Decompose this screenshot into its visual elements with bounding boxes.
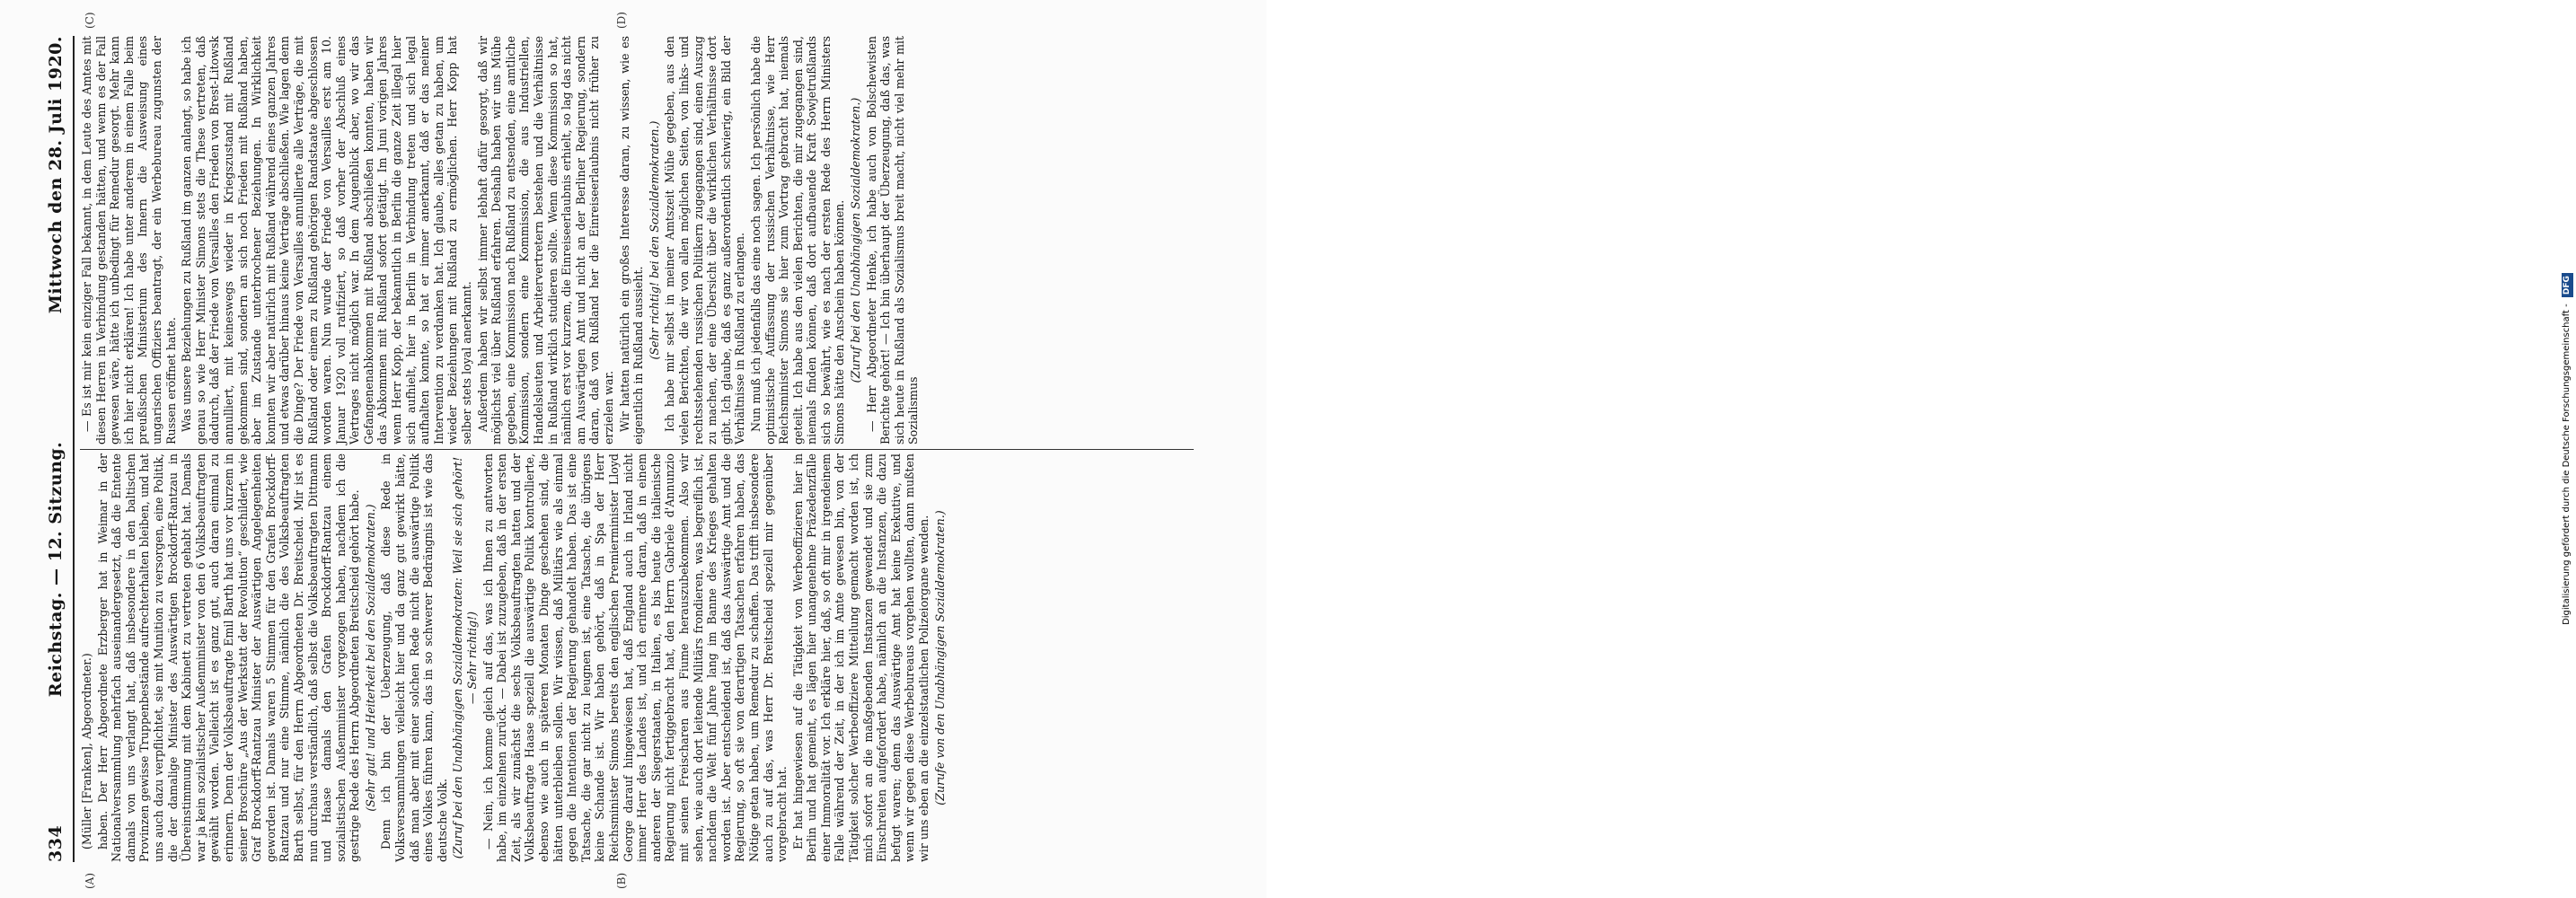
margin-mark-b: (B) xyxy=(615,872,628,889)
credit-strip xyxy=(1270,0,2572,898)
margin-mark-c: (C) xyxy=(84,12,96,29)
paragraph: (Müller [Franken], Abgeordneter.) xyxy=(80,653,93,850)
page-number: 334 xyxy=(46,824,66,862)
paragraph: Ich habe mir selbst in meiner Amtszeit Mühe gegeben, aus den vielen Berichten, die wir von allen möglichen Seiten, von links- und rechtsstehenden russischen Politikern zugegangen sind, einen Auszug zu machen, der eine Übersicht über die wirklichen Verhältnisse dort gibt. Ich glaube, daß es ganz außerordentlich schwierig, ein Bild der Verhältnisse in Rußland zu erlangen. xyxy=(663,36,747,445)
header-left-title: Reichstag. — 12. Sitzung. xyxy=(46,441,66,698)
digitization-credit xyxy=(2558,0,2576,898)
paragraph: haben. Der Herr Abgeordnete Erzberger hat in Weimar in der Nationalversammlung mehrfach auseinandergesetzt, daß die Entente damals von uns verlangt hat, daß insbesondere in den baltischen Provinzen gewisse Truppenbestände aufrechterhalten bleiben, und hat uns auch dazu verpflichtet, sie mit Munition zu versorgen, eine Politik, die der damalige Minister des Auswärtigen Brockdorff-Rantzau in Übereinstimmung mit dem Kabinett zu vertreten gehabt hat. Damals war ja kein sozialistischer Außenminister von den 6 Volksbeauftragten gewählt worden. Vielleicht ist es ganz gut, auch daran einmal zu erinnern. Denn der Volksbeauftragte Emil Barth hat uns vor kurzem in seiner Broschüre „Aus der Werkstatt der Revolution“ geschildert, wie Graf Brockdorff-Rantzau Minister der Auswärtigen Angelegenheiten geworden ist. Damals waren 5 Stimmen für den Grafen Brockdorff-Rantzau und nur eine Stimme, nämlich die des Volksbeauftragten Barth selbst, für den Herrn Abgeordneten Dr. Breitscheid. Mir ist es nun durchaus verständlich, daß selbst die Volksbeauftragten Dittmann und Haase damals den Grafen Brockdorff-Rantzau einem sozialistischen Außenminister vorgezogen haben, nachdem ich die gestrige Rede des Herrn Abgeordneten Breitscheid gehört habe. xyxy=(95,453,362,862)
right-column xyxy=(80,36,922,445)
paragraph: Er hat hingewiesen auf die Tätigkeit von Werbeoffizieren hier in Berlin und hat gemeint, es lägen hier unangenehme Präzedenzfälle einer Immoralität vor. Ich erkläre hier, daß, so oft mir in irgendeinem Falle während der Zeit, in der ich im Amte gewesen bin, von der Tätigkeit solcher Werbeoffiziere Mitteilung gemacht worden ist, ich mich sofort an die maßgebenden Instanzen gewendet und sie zum Einschreiten aufgefordert habe, nämlich an die Instanzen, die dazu befugt waren; denn das Auswärtige Amt hat keine Exekutive, und wenn wir gegen diese Werbebureaus vorgehen wollten, dann mußten wir uns eben an die einzelstaatlichen Polizeiorgane wenden. xyxy=(790,453,931,862)
margin-mark-d: (D) xyxy=(615,12,628,29)
credit-text: Digitalisierung gefördert durch die Deutsche Forschungsgemeinschaft - xyxy=(2562,304,2572,625)
scanned-page xyxy=(0,0,1266,898)
paragraph: Nun muß ich jedenfalls das eine noch sagen. Ich persönlich habe die optimistische Auffassung der russischen Verhältnisse, wie Herr Reichsminister Simons sie hier zum Vortrag gebracht hat, niemals geteilt. Ich habe aus den vielen Berichten, die mir zugegangen sind, niemals finden können, daß dort aufbauende Kraft Sowjetrußlands sich so bewährt, wie es nach der ersten Rede des Herrn Ministers Simons hätte den Anschein haben können. xyxy=(748,36,847,445)
dfg-logo: DFG xyxy=(2562,273,2573,297)
interjection: (Zuruf bei den Unabhängigen Sozialdemokraten.) xyxy=(849,97,863,383)
interjection: (Sehr gut! und Heiterkeit bei den Sozialdemokraten.) xyxy=(363,504,377,812)
paragraph: — Es ist mir kein einziger Fall bekannt, in dem Leute des Amtes mit diesen Herren in Verbindung gestanden hätten, und wenn es der Fall gewesen wäre, hätte ich unbedingt für Remedur gesorgt. Mehr kann ich hier nicht erklären! Ich habe unter anderem in einem Falle beim preußischen Ministerium des Innern die Ausweisung eines ungarischen Offiziers beantragt, der ein Werbebureau zugunsten der Russen eröffnet hatte. xyxy=(80,36,178,445)
paragraph: Was unsere Beziehungen zu Rußland im ganzen anlangt, so habe ich genau so wie Herr Minister Simons stets die These vertreten, daß dadurch, daß der Friede von Versailles den Frieden von Brest-Litowsk annulliert, mit keineswegs wieder in Kriegszustand mit Rußland gekommen sind, sondern an sich noch Frieden mit Rußland haben, aber im Zustande unterbrochener Beziehungen. In Wirklichkeit konnten wir aber natürlich mit Rußland während eines ganzen Jahres und etwas darüber hinaus keine Verträge abschließen. Wie lagen denn die Dinge? Der Friede von Versailles annullierte alle Verträge, die mit Rußland oder einem zu Rußland gehörigen Randstaate abgeschlossen worden waren. Nun wurde der Friede von Versailles erst am 10. Januar 1920 voll ratifiziert, so daß vorher der Abschluß eines Vertrages nicht möglich war. In dem Augenblick aber, wo wir das Gefangenenabkommen mit Rußland abschließen konnten, haben wir das Abkommen mit Rußland sofort getätigt. Im Juni vorigen Jahres wenn Herr Kopp, der bekanntlich in Berlin die ganze Zeit illegal hier sich aufhielt, hier in Berlin in Verbindung treten und sich legal aufhalten konnte, so hat er immer anerkannt, daß er das meiner Intervention zu verdanken hat. Ich glaube, alles getan zu haben, um wieder Beziehungen mit Rußland zu ermöglichen. Herr Kopp hat selber stets loyal anerkannt. xyxy=(180,36,474,445)
rotated-page-content xyxy=(40,12,1226,889)
interjection: (Zurufe von den Unabhängigen Sozialdemokraten.) xyxy=(932,510,947,806)
header-right-title: Mittwoch den 28. Juli 1920. xyxy=(46,36,66,314)
column-separator xyxy=(80,449,1194,450)
left-column xyxy=(80,453,948,862)
paragraph: Denn ich bin der Ueberzeugung, daß diese Rede in Volksversammlungen vielleicht hier und da ganz gut gewirkt hätte, daß man aber mit einer solchen Rede nicht die auswärtige Politik eines Volkes führen kann, das in so schwerer Bedrängnis ist wie das deutsche Volk. xyxy=(379,453,449,862)
margin-mark-a: (A) xyxy=(84,872,96,889)
interjection: (Zuruf bei den Unabhängigen Sozialdemokraten: Weil sie sich gehört! — Sehr richtig!) xyxy=(451,456,480,859)
page-header xyxy=(40,36,71,862)
paragraph: — Herr Abgeordneter Henke, ich habe auch von Bolschewisten Berichte gehört! — Ich bin überhaupt der Überzeugung, daß das, was sich heute in Rußland als Sozialismus breit macht, nicht viel mehr mit Sozialismus xyxy=(864,36,921,445)
header-rule xyxy=(73,36,75,862)
paragraph: Wir hatten natürlich ein großes Interesse daran, zu wissen, wie es eigentlich in Rußland aussieht. xyxy=(617,36,646,445)
paragraph: — Nein, ich komme gleich auf das, was ich Ihnen zu antworten habe, im einzelnen zurück. — Dabei ist zuzugeben, daß in der ersten Zeit, als wir zunächst die sechs Volksbeauftragten hatten und der Volksbeauftragte Haase speziell die auswärtige Politik kontrollierte, ebenso wie auch in späteren Monaten Dinge geschehen sind, die hätten unterbleiben sollen. Wir wissen, daß Militärs wie als einmal gegen die Intentionen der Regierung gehandelt haben. Das ist eine Tatsache, die gar nicht zu leugnen ist, eine Tatsache, die übrigens keine Schande ist. Wir haben gehört, daß in Spa der Herr Reichsminister Simons bereits den englischen Premierminister Lloyd George darauf hingewiesen hat, daß England auch in Irland nicht immer Herr des Landes ist, und ich erinnere daran, daß in einem anderen der Siegerstaaten, in Italien, es bis heute die italienische Regierung nicht fertiggebracht hat, den Herrn Gabriele d'Annunzio mit seinen Freischaren aus Fiume herauszubekommen. Also wir sehen, wie auch dort leitende Militärs frondieren, was begreiflich ist, nachdem die Welt fünf Jahre lang im Banne des Krieges gehalten worden ist. Aber entscheidend ist, daß das Auswärtige Amt und die Regierung, so oft sie von derartigen Tatsachen erfahren haben, das Nötige getan haben, um Remedur zu schaffen. Das trifft insbesondere auch zu auf das, was Herr Dr. Breitscheid speziell mir gegenüber vorgebracht hat. xyxy=(481,453,790,862)
interjection: (Sehr richtig! bei den Sozialdemokraten.) xyxy=(647,120,661,360)
paragraph: Außerdem haben wir selbst immer lebhaft dafür gesorgt, daß wir möglichst viel über Rußland erfahren. Deshalb haben wir uns Mühe gegeben, eine Kommission nach Rußland zu entsenden, eine amtliche Kommission, sondern eine Kommission, die aus Industriellen, Handelsleuten und Arbeitervertretern bestehen und die Verhältnisse in Rußland wirklich studieren sollte. Wenn diese Kommission so hat, nämlich erst vor kurzem, die Einreiseerlaubnis erhielt, so lag das nicht am Auswärtigen Amt und nicht an der Berliner Regierung, sondern daran, daß von Rußland her die Einreiseerlaubnis nicht früher zu erzielen war. xyxy=(475,36,615,445)
